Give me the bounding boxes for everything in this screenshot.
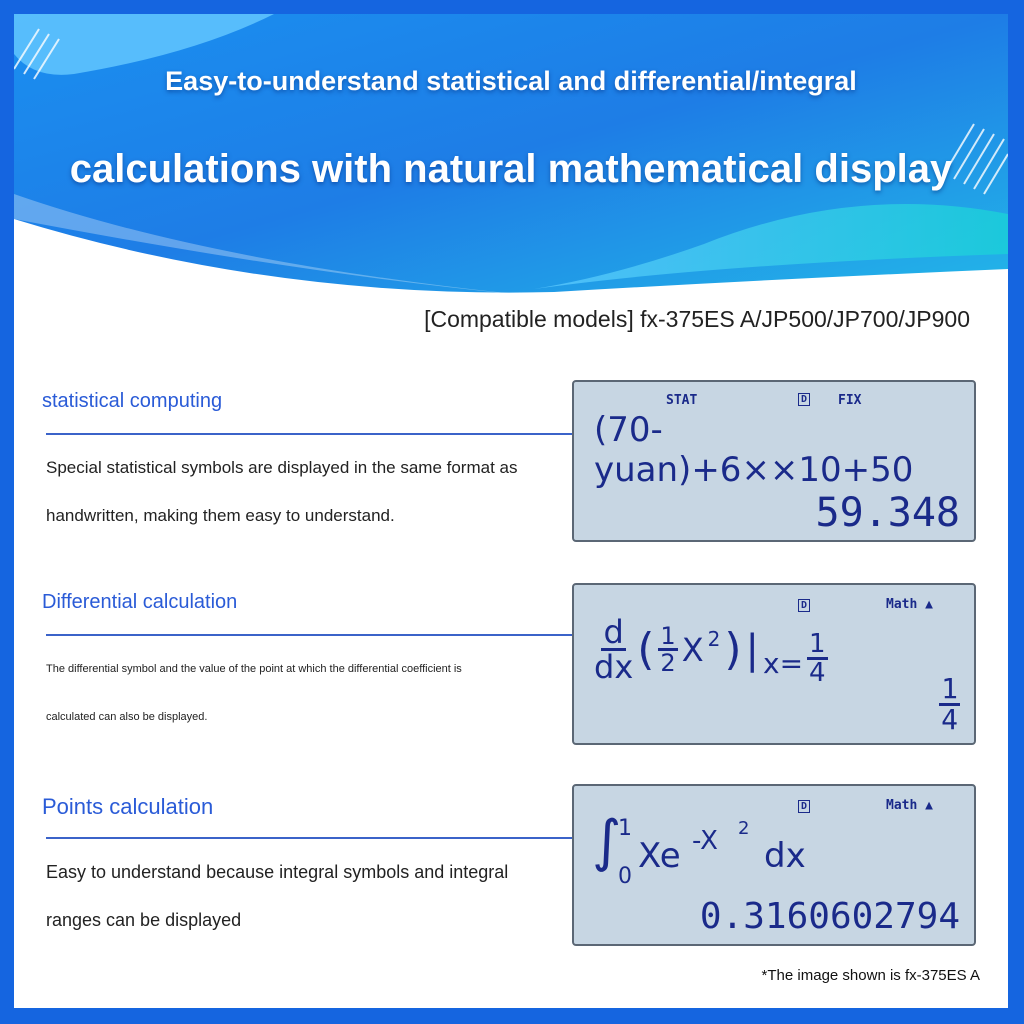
integrand: Xe	[638, 836, 681, 876]
close-paren: )	[724, 624, 742, 675]
result-fraction: $\frac{1}{4}$	[941, 672, 958, 736]
section-description-line1: Special statistical symbols are displayed in the same format as	[46, 458, 518, 477]
half-fraction: $\frac{1}{2}$	[660, 622, 676, 677]
d-indicator: D	[798, 393, 810, 406]
section-differential	[14, 583, 1008, 753]
fix-indicator: FIX	[838, 393, 862, 408]
section-title: Differential calculation	[42, 591, 238, 613]
stat-indicator: STAT	[666, 393, 698, 408]
footnote: *The image shown is fx-375ES A	[761, 967, 980, 984]
section-integral	[14, 784, 1008, 954]
quarter-fraction: $\frac{1}{4}$	[809, 629, 826, 688]
integral-expression	[592, 809, 892, 894]
lower-limit: 0	[618, 864, 632, 889]
eval-bar: |	[745, 626, 760, 673]
section-title: statistical computing	[42, 390, 223, 412]
section-description-line1: Easy to understand because integral symbols and integral	[46, 862, 509, 882]
banner-title-line2: calculations with natural mathematical display	[69, 147, 953, 191]
content-area	[14, 14, 1008, 1008]
calculator-display	[572, 380, 976, 542]
calculator-display	[572, 784, 976, 946]
integral-sign: ∫	[592, 809, 622, 874]
result-value: 0.3160602794	[699, 896, 960, 937]
exponent-square: 2	[738, 818, 750, 839]
differential-expression	[594, 613, 828, 686]
header-banner	[14, 14, 1008, 314]
section-description-line2: handwritten, making them easy to understand.	[46, 506, 395, 525]
d-indicator: D	[798, 599, 810, 612]
section-description-line1: The differential symbol and the value of the point at which the differential coefficient is	[46, 663, 462, 675]
open-paren: (	[637, 624, 655, 675]
variable-x: X	[681, 630, 704, 669]
result-value: 59.348	[815, 490, 960, 536]
exponent: 2	[707, 626, 721, 651]
compatible-models: [Compatible models] fx-375ES A/JP500/JP700/JP900	[424, 306, 970, 332]
expression-text: (70-yuan)+6××10+50	[594, 410, 914, 490]
d-indicator: D	[798, 800, 810, 813]
upper-limit: 1	[618, 816, 632, 841]
derivative-operator: $\frac{d}{dx}$	[594, 613, 634, 686]
section-divider	[46, 634, 572, 636]
exponent: -X	[692, 826, 718, 856]
section-statistical	[14, 380, 1008, 550]
banner-title-line1: Easy-to-understand statistical and differential/integral	[165, 66, 857, 96]
calculator-display	[572, 583, 976, 745]
eval-point: x=	[763, 647, 804, 680]
math-indicator: Math ▲	[886, 597, 933, 612]
math-indicator: Math ▲	[886, 798, 933, 813]
section-title: Points calculation	[42, 794, 214, 819]
section-divider	[46, 433, 572, 435]
section-description-line2: calculated can also be displayed.	[46, 711, 208, 723]
section-divider	[46, 837, 572, 839]
section-description-line2: ranges can be displayed	[46, 910, 242, 930]
dx-symbol: dx	[764, 836, 806, 876]
